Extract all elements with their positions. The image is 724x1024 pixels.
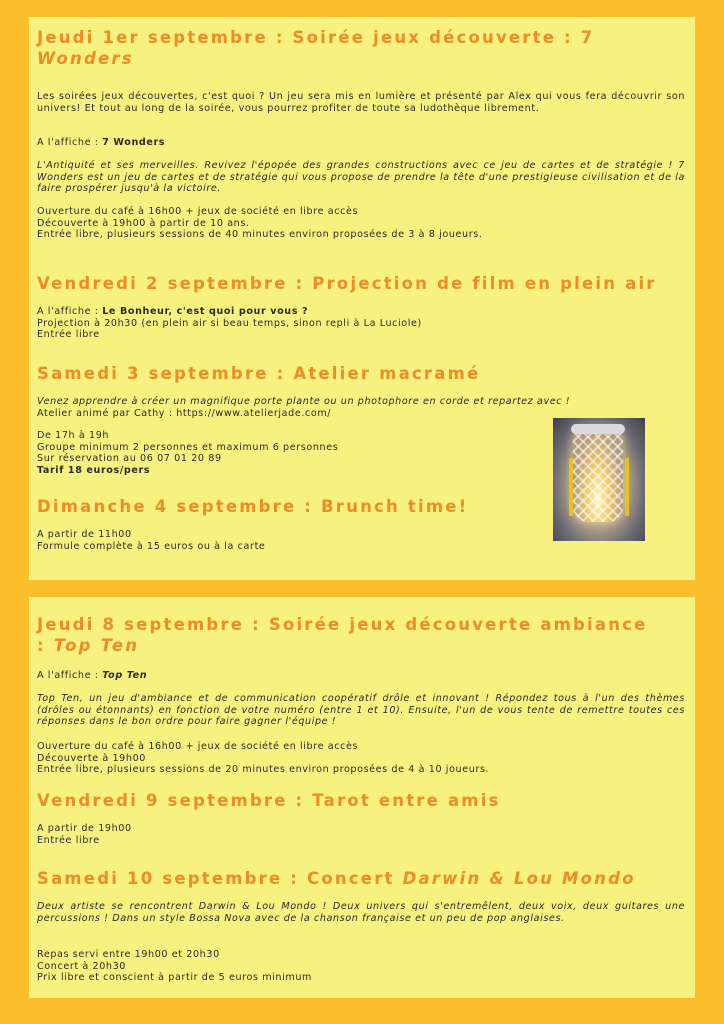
affiche-line <box>37 137 685 149</box>
info-line: Projection à 20h30 (en plein air si beau temps, sinon repli à La Luciole) <box>37 317 422 329</box>
price-line: Tarif 18 euros/pers <box>37 464 151 476</box>
brunch-info-block <box>37 529 685 552</box>
tassel <box>625 458 629 516</box>
info-line: Concert à 20h30 <box>37 960 127 972</box>
affiche-value: 7 Wonders <box>102 137 166 148</box>
affiche-value: Top Ten <box>102 670 148 681</box>
affiche-value: Le Bonheur, c'est quoi pour vous ? <box>102 306 309 317</box>
intro-paragraph-block <box>37 91 685 114</box>
schedule-block <box>37 206 685 241</box>
schedule-line: Découverte à 19h00 à partir de 10 ans. <box>37 217 250 229</box>
section-title: Vendredi 2 septembre : Projection de film en plein air <box>37 274 657 293</box>
info-line: Formule complète à 15 euros ou à la carte <box>37 540 266 552</box>
affiche-label: A l'affiche : <box>37 670 103 681</box>
tassel <box>569 458 573 516</box>
affiche-label: A l'affiche : <box>37 137 103 148</box>
info-line: Groupe minimum 2 personnes et maximum 6 personnes <box>37 441 339 453</box>
section-title <box>37 27 685 69</box>
section-jeudi-8 <box>37 614 685 656</box>
game-description-block <box>37 693 685 728</box>
workshop-description: Venez apprendre à créer un magnifique porte plante ou un photophore en corde et repartez avec ! <box>37 396 571 407</box>
workshop-host: Atelier animé par Cathy : https://www.atelierjade.com/ <box>37 407 332 419</box>
info-line: De 17h à 19h <box>37 430 110 441</box>
title-game-name: Top Ten <box>53 636 140 655</box>
concert-description: Deux artiste se rencontrent Darwin & Lou Mondo ! Deux univers qui s'entremêlent, deux voix, deux guitares une percussions ! Dans un style Bossa Nova avec de la chanson française et un peu de pop anglaises. <box>37 901 685 924</box>
title-band-name: Darwin & Lou Mondo <box>402 869 636 888</box>
section-samedi-3 <box>37 363 685 384</box>
game-description: L'Antiquité et ses merveilles. Revivez l'épopée des grandes constructions avec ce jeu de cartes et de stratégie ! 7 Wonders est un jeu de cartes et de stratégie qui vous propose de prendre la tête d'une prestigieuse civilisation et de la faire prospérer jusqu'à la victoire. <box>37 160 685 195</box>
section-title: Dimanche 4 septembre : Brunch time! <box>37 497 469 516</box>
section-jeudi-1 <box>37 27 685 69</box>
info-line: Prix libre et conscient à partir de 5 euros minimum <box>37 972 312 984</box>
title-game-name: Wonders <box>37 49 134 68</box>
affiche-line <box>37 670 685 682</box>
section-title <box>37 614 685 656</box>
schedule-line: Entrée libre, plusieurs sessions de 40 minutes environ proposées de 3 à 8 joueurs. <box>37 229 483 241</box>
schedule-line: Ouverture du café à 16h00 + jeux de société en libre accès <box>37 206 359 217</box>
section-samedi-10 <box>37 868 685 889</box>
schedule-block <box>37 741 685 776</box>
section-vendredi-9 <box>37 790 685 811</box>
info-line: Repas servi entre 19h00 et 20h30 <box>37 949 220 960</box>
affiche-label: A l'affiche : <box>37 306 103 317</box>
section-title <box>37 868 685 889</box>
intro-text: Les soirées jeux découvertes, c'est quoi ? Un jeu sera mis en lumière et présenté par Alex qui vous fera découvrir son univers! Et tout au long de la soirée, vous pourrez profiter de toute sa ludothèque librement. <box>37 91 685 114</box>
macrame-photophore-photo <box>553 418 645 541</box>
section-title: Vendredi 9 septembre : Tarot entre amis <box>37 791 501 810</box>
film-info-block <box>37 306 685 341</box>
title-text: Jeudi 1er septembre : Soirée jeux découverte : 7 <box>37 28 595 47</box>
info-line: A partir de 11h00 <box>37 529 132 540</box>
section-vendredi-2 <box>37 273 685 294</box>
title-text: Jeudi 8 septembre : Soirée jeux découverte ambiance <box>37 615 648 634</box>
tarot-info-block <box>37 823 685 846</box>
jar-shape <box>573 428 623 522</box>
workshop-desc-block <box>37 396 685 419</box>
info-line: A partir de 19h00 <box>37 823 132 834</box>
section-title: Samedi 3 septembre : Atelier macramé <box>37 364 481 383</box>
workshop-info-block <box>37 430 535 476</box>
events-panel-week2 <box>29 597 695 998</box>
info-line: Entrée libre <box>37 834 100 846</box>
schedule-line: Ouverture du café à 16h00 + jeux de société en libre accès <box>37 741 359 752</box>
jar-rim <box>571 424 625 434</box>
section-dimanche-4 <box>37 496 535 517</box>
concert-desc-block <box>37 901 685 924</box>
schedule-line: Entrée libre, plusieurs sessions de 20 minutes environ proposées de 4 à 10 joueurs. <box>37 764 490 776</box>
events-panel-week1 <box>29 17 695 580</box>
title-colon: : <box>37 636 54 655</box>
game-description-block <box>37 160 685 195</box>
info-line: Entrée libre <box>37 329 100 341</box>
title-text: Samedi 10 septembre : Concert <box>37 869 403 888</box>
concert-info-block <box>37 949 685 984</box>
schedule-line: Découverte à 19h00 <box>37 752 146 764</box>
info-line: Sur réservation au 06 07 01 20 89 <box>37 453 222 465</box>
game-description: Top Ten, un jeu d'ambiance et de communication coopératif drôle et innovant ! Répondez tous à l'un des thèmes (drôles ou étonnants) en fonction de votre numéro (entre 1 et 10). Ensuite, l'un de vous tente de remettre toutes ces réponses dans le bon ordre pour faire gagner l'équipe ! <box>37 693 685 728</box>
